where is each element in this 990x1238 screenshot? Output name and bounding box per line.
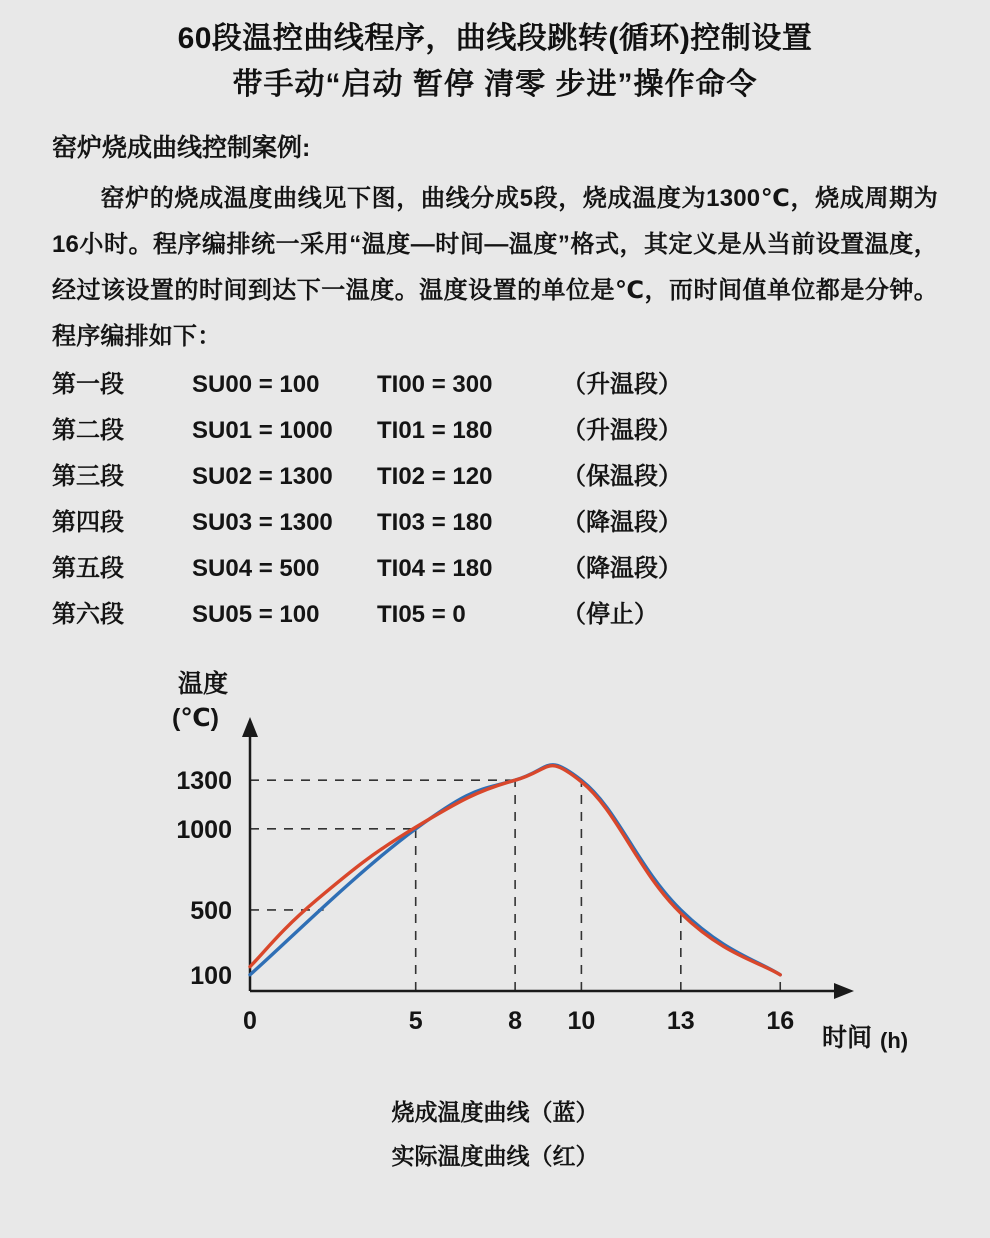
x-axis-arrow	[834, 983, 854, 999]
chart-svg	[60, 656, 930, 1076]
title-block	[0, 0, 990, 108]
program-ti-value: TI05 = 0	[377, 601, 466, 628]
program-ti-value: TI00 = 300	[377, 371, 493, 398]
y-tick-label: 100	[190, 961, 232, 990]
program-su-value: SU03 = 1300	[192, 509, 333, 536]
program-segment-label: 第二段	[52, 417, 124, 444]
program-note: （降温段）	[562, 555, 682, 582]
legend-actual-curve: 实际温度曲线（红）	[391, 1143, 599, 1169]
program-segment-label: 第三段	[52, 463, 124, 490]
x-tick-label: 0	[243, 1007, 257, 1035]
x-axis-unit-label: (h)	[880, 1028, 909, 1053]
case-paragraph	[52, 176, 938, 360]
x-tick-label: 16	[766, 1007, 795, 1035]
y-axis-label: 温度	[178, 670, 229, 698]
chart-guides	[250, 780, 780, 991]
page-title-line-1: 60段温控曲线程序，曲线段跳转(循环)控制设置	[177, 22, 813, 55]
y-tick-label: 1000	[176, 815, 232, 844]
temperature-curve-chart	[60, 656, 930, 1169]
program-row	[52, 408, 938, 454]
x-axis-label: 时间	[822, 1024, 873, 1052]
program-su-value: SU04 = 500	[192, 555, 320, 582]
program-note: （升温段）	[562, 417, 682, 444]
program-row	[52, 592, 938, 638]
body-block	[0, 128, 990, 638]
x-tick-label: 13	[666, 1007, 695, 1035]
program-row	[52, 546, 938, 592]
program-ti-value: TI01 = 180	[377, 417, 493, 444]
x-tick-label: 10	[567, 1007, 596, 1035]
case-paragraph-text: 窑炉的烧成温度曲线见下图，曲线分成5段，烧成温度为1300℃，烧成周期为16小时。程序编排统一采用“温度—时间—温度”格式，其定义是从当前设置温度，经过该设置的时间到达下一温度。温度设置的单位是℃，而时间值单位都是分钟。程序编排如下：	[52, 185, 938, 350]
program-note: （保温段）	[562, 463, 682, 490]
case-heading: 窑炉烧成曲线控制案例:	[52, 134, 311, 162]
program-su-value: SU00 = 100	[192, 371, 320, 398]
x-tick-label: 8	[508, 1007, 523, 1035]
program-segment-label: 第四段	[52, 509, 124, 536]
y-axis-unit-label: (℃)	[172, 704, 219, 732]
program-ti-value: TI04 = 180	[377, 555, 493, 582]
program-ti-value: TI02 = 120	[377, 463, 493, 490]
chart-tick-labels	[176, 767, 794, 1035]
chart-axes	[242, 717, 854, 999]
program-segment-label: 第六段	[52, 601, 124, 628]
y-tick-label: 500	[190, 896, 232, 925]
program-row	[52, 500, 938, 546]
program-su-value: SU01 = 1000	[192, 417, 333, 444]
program-su-value: SU05 = 100	[192, 601, 320, 628]
program-row	[52, 362, 938, 408]
program-segment-label: 第五段	[52, 555, 124, 582]
program-note: （停止）	[562, 601, 658, 628]
x-tick-label: 5	[408, 1007, 423, 1035]
program-su-value: SU02 = 1300	[192, 463, 333, 490]
program-row	[52, 454, 938, 500]
y-axis-arrow	[242, 717, 258, 737]
program-note: （升温段）	[562, 371, 682, 398]
program-list	[52, 362, 938, 638]
page-title-line-2: 带手动“启动 暂停 清零 步进”操作命令	[232, 68, 758, 101]
program-note: （降温段）	[562, 509, 682, 536]
chart-legend-captions	[60, 1090, 930, 1178]
program-ti-value: TI03 = 180	[377, 509, 493, 536]
legend-set-curve: 烧成温度曲线（蓝）	[391, 1099, 599, 1125]
y-tick-label: 1300	[176, 767, 232, 796]
program-segment-label: 第一段	[52, 371, 124, 398]
